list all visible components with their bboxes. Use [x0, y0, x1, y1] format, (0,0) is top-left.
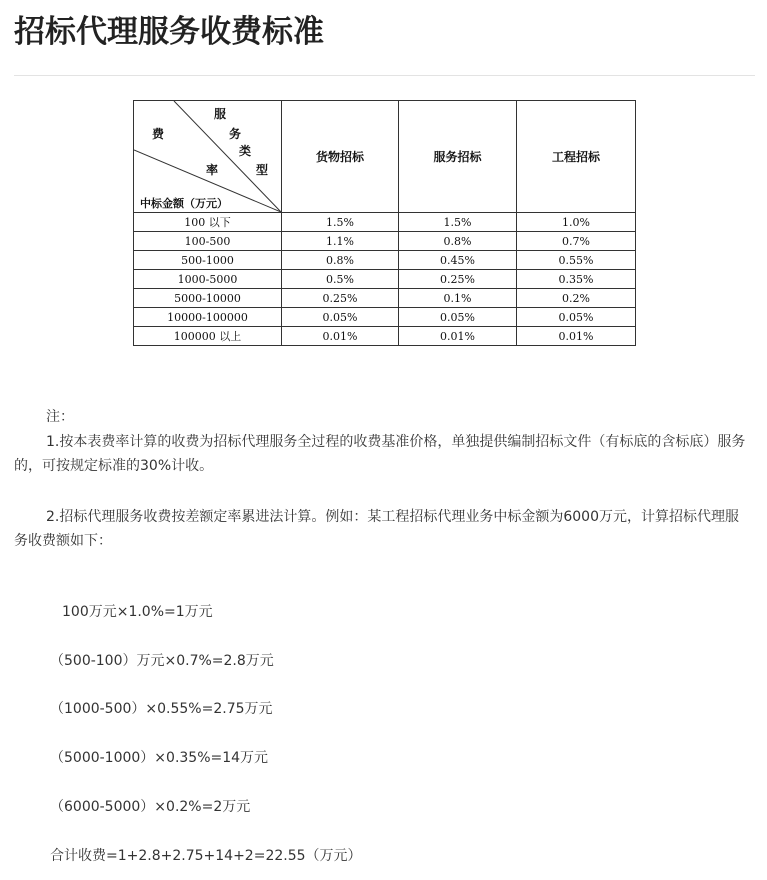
engineering-rate-cell: 0.7%: [517, 232, 636, 251]
table-row: [134, 270, 636, 289]
header-engineering: 工程招标: [517, 101, 636, 213]
range-cell: 100 以下: [134, 213, 282, 232]
service-rate-cell: 0.8%: [399, 232, 517, 251]
corner-fee-char: 率: [206, 163, 219, 177]
range-cell: 5000-10000: [134, 289, 282, 308]
service-rate-cell: 0.1%: [399, 289, 517, 308]
service-rate-cell: 0.45%: [399, 251, 517, 270]
corner-amount-label: 中标金额（万元）: [140, 197, 228, 210]
table-header-row: [134, 101, 636, 213]
service-rate-cell: 0.05%: [399, 308, 517, 327]
table-row: [134, 213, 636, 232]
corner-fee-char: 费: [152, 127, 165, 141]
calc-line: （6000-5000）×0.2%=2万元: [50, 799, 251, 815]
engineering-rate-cell: 0.35%: [517, 270, 636, 289]
range-cell: 500-1000: [134, 251, 282, 270]
table-row: [134, 251, 636, 270]
calc-line: （5000-1000）×0.35%=14万元: [50, 750, 269, 766]
goods-rate-cell: 0.8%: [282, 251, 399, 270]
engineering-rate-cell: 1.0%: [517, 213, 636, 232]
header-goods: 货物招标: [282, 101, 399, 213]
engineering-rate-cell: 0.01%: [517, 327, 636, 346]
corner-service-char: 务: [229, 127, 242, 141]
calc-line: （1000-500）×0.55%=2.75万元: [50, 701, 273, 717]
table-row: [134, 232, 636, 251]
table-row: [134, 289, 636, 308]
goods-rate-cell: 1.1%: [282, 232, 399, 251]
service-rate-cell: 0.25%: [399, 270, 517, 289]
service-rate-cell: 1.5%: [399, 213, 517, 232]
range-cell: 1000-5000: [134, 270, 282, 289]
title-divider: [14, 75, 755, 76]
note-label: 注：: [46, 409, 74, 425]
engineering-rate-cell: 0.05%: [517, 308, 636, 327]
header-service: 服务招标: [399, 101, 517, 213]
table-row: [134, 327, 636, 346]
range-cell: 100-500: [134, 232, 282, 251]
fee-rate-table: [133, 100, 636, 346]
range-cell: 10000-100000: [134, 308, 282, 327]
goods-rate-cell: 1.5%: [282, 213, 399, 232]
table-row: [134, 308, 636, 327]
corner-header-cell: [134, 101, 282, 213]
service-rate-cell: 0.01%: [399, 327, 517, 346]
page-title: 招标代理服务收费标准: [14, 14, 324, 50]
engineering-rate-cell: 0.55%: [517, 251, 636, 270]
corner-service-char: 类: [239, 144, 252, 158]
note-1: 1.按本表费率计算的收费为招标代理服务全过程的收费基准价格，单独提供编制招标文件（有标底的含标底）服务的，可按规定标准的30%计收。: [14, 434, 746, 474]
goods-rate-cell: 0.5%: [282, 270, 399, 289]
note-2: 2.招标代理服务收费按差额定率累进法计算。例如：某工程招标代理业务中标金额为6000万元，计算招标代理服务收费额如下：: [14, 509, 739, 549]
calc-total-line: 合计收费=1+2.8+2.75+14+2=22.55（万元）: [50, 848, 362, 864]
engineering-rate-cell: 0.2%: [517, 289, 636, 308]
corner-service-char: 型: [256, 163, 269, 177]
range-cell: 100000 以上: [134, 327, 282, 346]
goods-rate-cell: 0.05%: [282, 308, 399, 327]
calc-line: （500-100）万元×0.7%=2.8万元: [50, 653, 274, 669]
goods-rate-cell: 0.01%: [282, 327, 399, 346]
corner-service-char: 服: [214, 107, 227, 121]
calc-line: 100万元×1.0%=1万元: [62, 604, 213, 620]
goods-rate-cell: 0.25%: [282, 289, 399, 308]
